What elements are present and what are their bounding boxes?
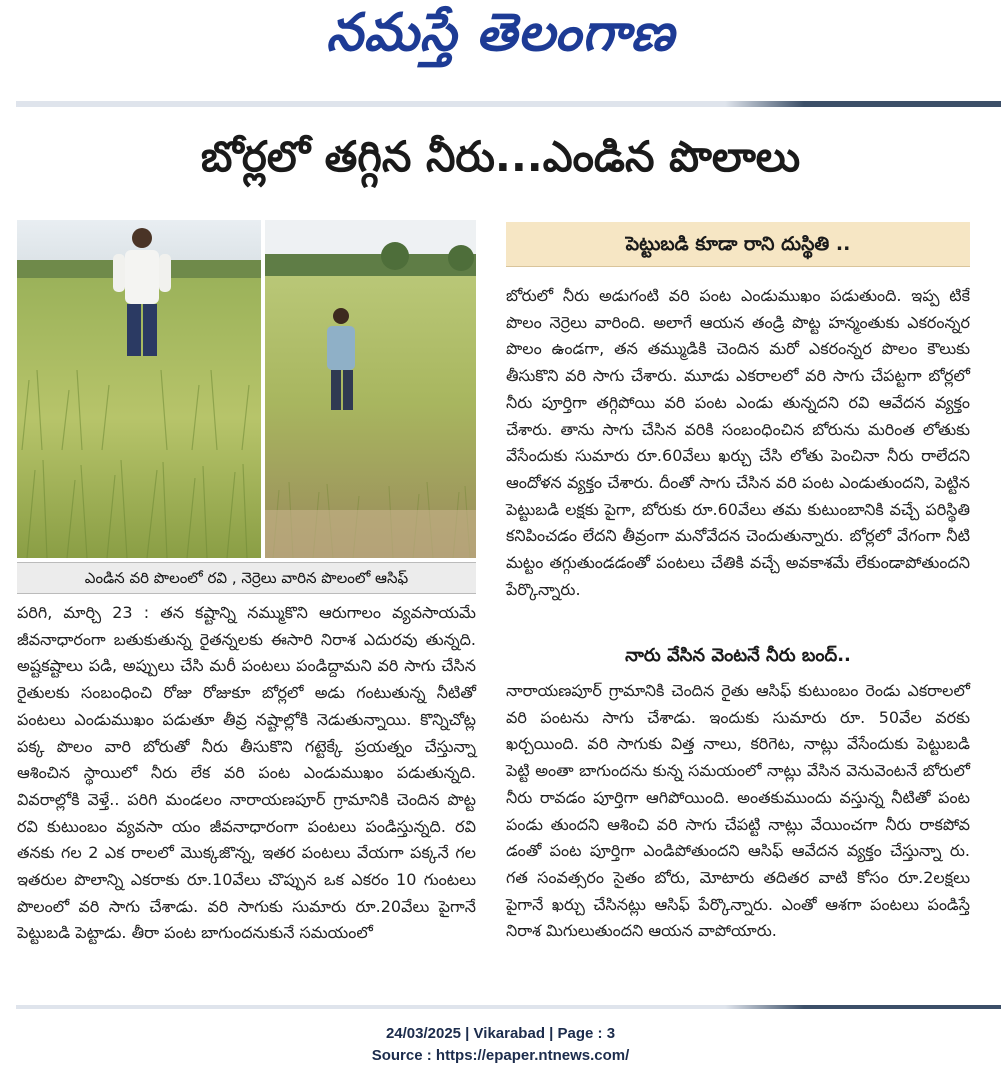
article-headline: బోర్లలో తగ్గిన నీరు...ఎండిన పొలాలు: [200, 132, 801, 181]
body-paragraph: నారాయణపూర్ గ్రామానికి చెందిన రైతు ఆసిఫ్ కుటుంబం రెండు ఎకరాలలో వరి పంటను సాగు చేశాడు. ఇందుకు సుమారు రూ. 50వేల వరకు ఖర్చయింది. వరి సాగుకు విత్త నాలు, కరిగెట, నాట్లు వేసేందుకు పెట్టుబడి పెట్టి అంతా బాగుందను కున్న సమయంలో నాట్లు వేసిన వెనువెంటనే బోరులో నీరు రావడం పూర్తిగా ఆగిపోయింది. అంతకుముందు వస్తున్న నీటితో పంట పండు తుందని ఆశించి వరి సాగు చేపట్టి నాట్లు వేయించగా నీరు రాకపోవ డంతో పంట పూర్తిగా ఎండిపోతుందని ఆసిఫ్ ఆవేదన వ్యక్తం చేస్తున్నా రు. గత సంవత్సరం సైతం బోరు, మోటారు తదితర వాటి కోసం రూ.2లక్షలు పైగానే ఖర్చు చేసినట్లు ఆసిఫ్ పేర్కొన్నారు. ఎంతో ఆశగా పంటలు పండిస్తే నిరాశ మిగులుతుందని ఆయన వాపోయారు.: [506, 681, 970, 941]
newspaper-logo: నమస్తే తెలంగాణ: [326, 2, 675, 63]
farmer-ravi-photo: [17, 220, 261, 558]
masthead-rule: [16, 101, 1001, 107]
masthead: [0, 0, 1001, 95]
footer-rule: [16, 1005, 1001, 1009]
article-body-right-bottom: [506, 678, 970, 945]
subheading-investment: పెట్టుబడి కూడా రాని దుస్థితి ..: [506, 222, 970, 267]
subheading-water-stopped: నారు వేసిన వెంటనే నీరు బంద్..: [625, 645, 851, 666]
body-paragraph: బోరులో నీరు అడుగంటి వరి పంట ఎండుముఖం పడుతుంది. ఇప్ప టికే పొలం నెర్రెలు వారింది. అలాగే ఆయన తండ్రి పొట్ట హన్మంతుకు ఎకరంన్నర పొలం ఉండగా, తన తమ్ముడికి చెందిన మరో ఎకరంన్నర పొలం కౌలుకు తీసుకొని వరి సాగు చేశారు. మూడు ఎకరాలలో వరి సాగు చేపట్టగా బోర్లలో నీరు పూర్తిగా తగ్గిపోయి వరి పంట ఎండు తున్నదని రవి ఆవేదన వ్యక్తం చేశారు. తాను సాగు చేసిన వరికి సంబంధించిన బోరును మరింత లోతుకు వేసేందుకు సుమారు రూ.60వేలు ఖర్చు చేసి లోతు పెంచినా నీరు రాలేదని ఆందోళన వ్యక్తం చేశారు. దీంతో సాగు చేసిన వరి పంట ఎండుతుందని, పెట్టిన పెట్టుబడి లక్షకు పైగా, బోరుకు రూ.60వేలు తమ కుటుంబానికి వచ్చే పరిస్థితి కనిపించడం లేదని తీవ్రంగా మనోవేదన చెందుతున్నారు. బోర్లలో వేగంగా నీటి మట్టం తగ్గుతుండడంతో పంటలు చేతికి వచ్చే అవకాశమే లేకుండాపోతుందని పేర్కొన్నారు.: [506, 286, 970, 599]
edition-info: 24/03/2025 | Vikarabad | Page : 3: [385, 1025, 616, 1042]
article-body-right-top: [506, 283, 970, 603]
photo-caption: ఎండిన వరి పొలంలో రవి , నెర్రెలు వారిన పొలంలో ఆసిఫ్: [17, 562, 476, 594]
source-link[interactable]: Source : https://epaper.ntnews.com/: [371, 1047, 630, 1064]
farmer-asif-photo: [265, 220, 476, 558]
article-body-left: [17, 600, 476, 947]
body-paragraph: పరిగి, మార్చి 23 : తన కష్టాన్ని నమ్ముకొని ఆరుగాలం వ్యవసాయమే జీవనాధారంగా బతుకుతున్న రైతన్నలకు ఈసారి నిరాశ ఎదురవు తున్నది. అష్టకష్టాలు పడి, అప్పులు చేసి మరీ పంటలు పండిద్దామని వరి సాగు చేసిన రైతులకు సంబంధించి రోజు రోజుకూ బోర్లలో అడు గంటుతున్న నీటితో పంటలు ఎండుముఖం పడుతూ తీవ్ర నష్టాల్లోకి నెడుతున్నాయి. కొన్నిచోట్ల పక్క పొలం వారి బోరుతో నీరు తీసుకొని గట్టెక్కే ప్రయత్నం చేస్తున్నా ఆశించిన స్థాయిలో నీరు లేక వరి పంట ఎండుముఖం పడుతున్నది. వివరాల్లోకి వెళ్తే.. పరిగి మండలం నారాయణపూర్ గ్రామానికి చెందిన పొట్ట రవి కుటుంబం వ్యవసా యం జీవనాధారంగా పంటలు పండిస్తున్నది. రవి తనకు గల 2 ఎక రాలలో మొక్కజొన్న, ఇతర పంటలు వేయగా పక్కనే గల ఇతరుల పొలాన్ని ఎకరాకు రూ.10వేలు చొప్పున ఒక ఎకరం 10 గుంటలు పొలంలో వరి సాగు చేశాడు. వరి సాగుకు సుమారు రూ.20వేలు పైగానే పెట్టుబడి పెట్టాడు. తీరా పంట బాగుందనుకునే సమయంలో: [17, 603, 476, 943]
